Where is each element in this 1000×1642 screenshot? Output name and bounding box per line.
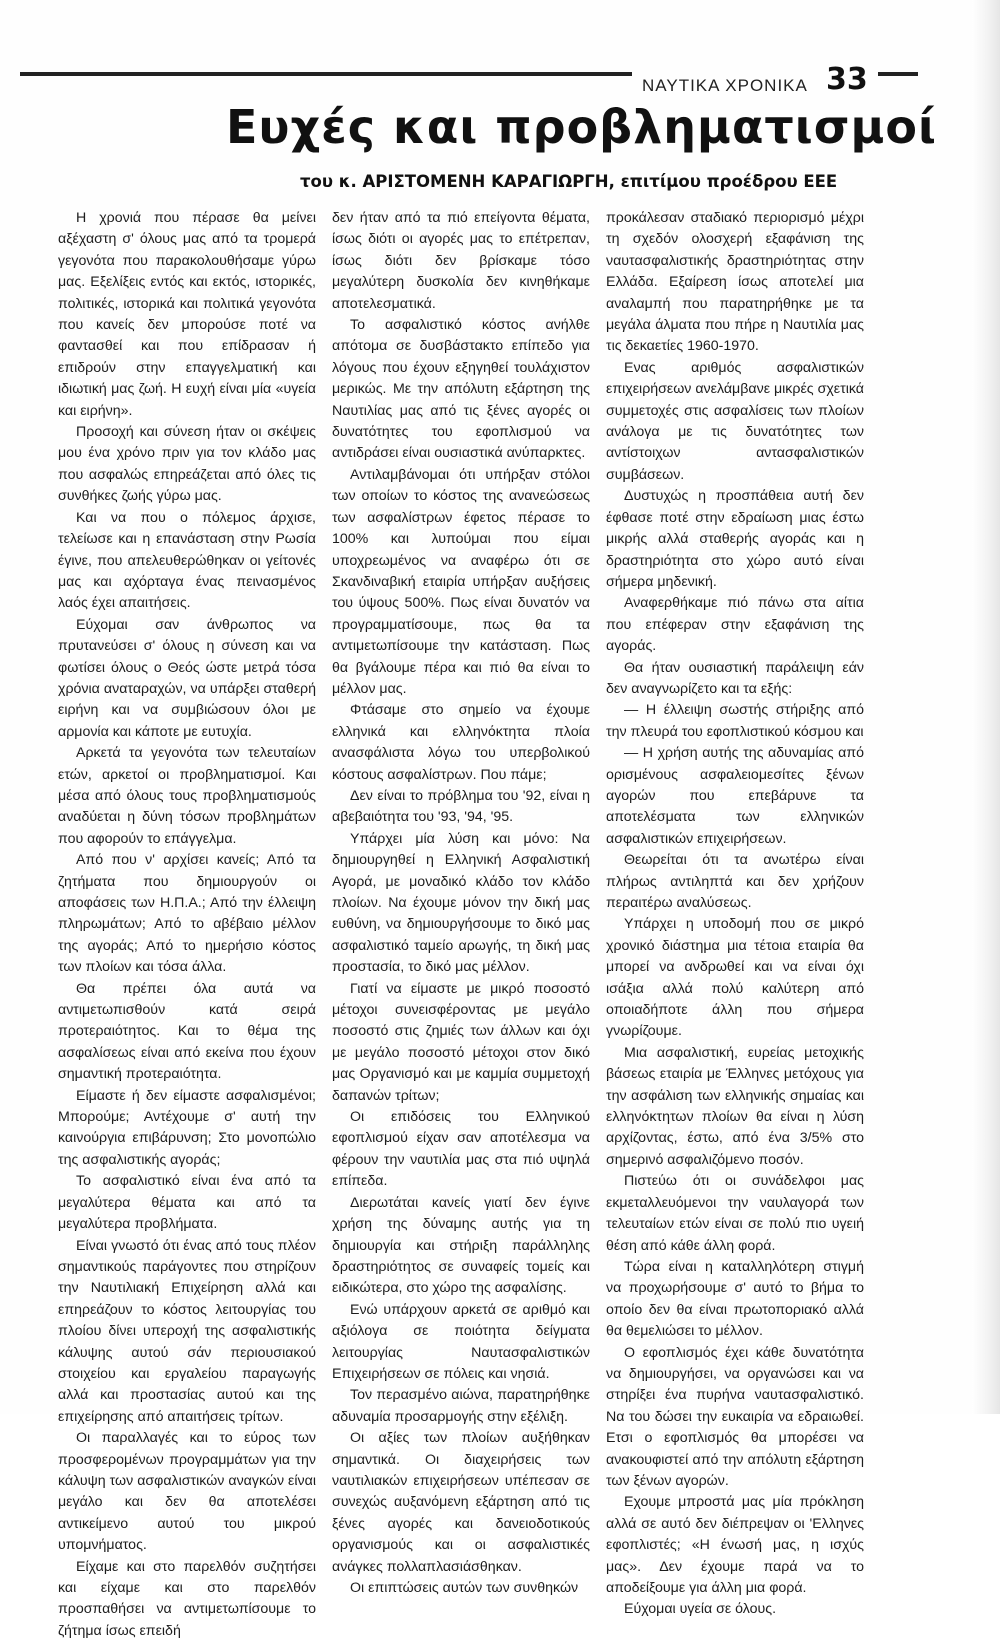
article-title: Ευχές και προβληματισμοί <box>226 100 937 154</box>
paragraph: δεν ήταν από τα πιό επείγοντα θέματα, ίσως διότι οι αγορές μας το επέτρεπαν, ίσως διότι δεν βρίσκαμε τόσο μεγαλύτερη δυσκολία δεν κινηθήκαμε αποτελεσματικά. <box>332 210 590 312</box>
article-column-1 <box>58 208 316 1642</box>
paragraph: Ο εφοπλισμός έχει κάθε δυνατότητα να δημιουργήσει, να οργανώσει και να στηρίξει ένα πυρήνα ναυτασφαλιστικό. Να του δώσει την ευκαιρία να εδραιωθεί. Ετσι ο εφοπλισμός θα μπορέσει να ανακουφιστεί από την απόλυτη εξάρτηση των ξένων αγορών. <box>606 1344 864 1489</box>
paragraph: Και να που ο πόλεμος άρχισε, τελείωσε και η επανάσταση στην Ρωσία έγινε, που απελευθερώθηκαν οι γείτονές μας και αχόρταγα ένας πεινασμένος λαός έχει απαιτήσεις. <box>58 509 316 612</box>
paragraph: Εύχομαι σαν άνθρωπος να πρυτανεύσει σ' όλους η σύνεση και να φωτίσει όλους ο Θεός ώστε μετρά τόσα χρόνια αναταραχών, να υπάρξει σταθερή ειρήνη και να συμβιώσουν όλοι με αρμονία και κάποτε με ευτυχία. <box>58 616 316 740</box>
header-rule-right <box>878 72 918 76</box>
paragraph: Είναι γνωστό ότι ένας από τους πλέον σημαντικούς παράγοντες που στηρίζουν την Ναυτιλιακή Επιχείρηση αλλά και επηρεάζουν το κόστος λειτουργίας του πλοίου δίνει υπεροχή της ασφαλιστικής κάλυψης αυτού σάν περιουσιακού στοιχείου και εργαλείου παραγωγής αλλά και προστασίας αυτού και της επιχείρησης από απαιτήσεις τρίτων. <box>58 1237 316 1425</box>
paragraph: Διερωτάται κανείς γιατί δεν έγινε χρήση της δύναμης αυτής για τη δημιουργία και στήριξη παράλληλης δραστηριότητος σε συναφείς τομείς και ειδικώτερα, στο χώρο της ασφαλίσης. <box>332 1194 590 1297</box>
paragraph: Είμαστε ή δεν είμαστε ασφαλισμένοι; Μπορούμε; Αντέχουμε σ' αυτή την καινούργια επιβάρυνση; Στο μονοπώλιο της ασφαλιστικής αγοράς; <box>58 1087 316 1168</box>
paragraph: Αντιλαμβάνομαι ότι υπήρξαν στόλοι των οποίων το κόστος της ανανεώσεως των ασφαλίστρων έφετος πέρασε το 100% και λυπούμαι που είμαι υποχρεωμένος να αναφέρω ότι σε Σκανδιναβική εταιρία υπήρξαν αυξήσεις του ύψους 500%. Πως είναι δυνατόν να προγραμματίσουμε, πως θα τα αντιμετωπίσουμε την κατάσταση. Πως θα βγάλουμε πέρα και πιό θα είναι το μέλλον μας. <box>332 466 590 697</box>
paragraph: Από που ν' αρχίσει κανείς; Από τα ζητήματα που δημιουργούν οι αποφάσεις των Η.Π.Α.; Από την έλλειψη πληρωμάτων; Από το αβέβαιο μέλλον της αγοράς; Από το ημερήσιο κόστος των πλοίων και τόσα άλλα. <box>58 852 316 976</box>
paragraph: Θεωρείται ότι τα ανωτέρω είναι πλήρως αντιληπτά και δεν χρήζουν περαιτέρω αναλύσεως. <box>606 852 864 911</box>
paragraph: Ενώ υπάρχουν αρκετά σε αριθμό και αξιόλογα σε ποιότητα δείγματα λειτουργίας Ναυτασφαλιστικών Επιχειρήσεων σε πόλεις και νησιά. <box>332 1301 590 1382</box>
paragraph: Το ασφαλιστικό κόστος ανήλθε απότομα σε δυσβάστακτο επίπεδο για λόγους που έχουν εξηγηθεί τουλάχιστον μερικώς. Με την απόλυτη εξάρτηση της Ναυτιλίας μας από τις ξένες αγορές οι δυνατότητες του εφοπλισμού να αντιδράσει είναι ουσιαστικά ανύπαρκτες. <box>332 317 590 462</box>
paragraph: Οι παραλλαγές και το εύρος των προσφερομένων προγραμμάτων για την κάλυψη των ασφαλιστικών αναγκών είναι μεγάλο και δεν θα αποτελέσει αντικείμενο αυτού του μικρού υπομνήματος. <box>58 1430 316 1554</box>
paragraph: Θα πρέπει όλα αυτά να αντιμετωπισθούν κατά σειρά προτεραιότητος. Και το θέμα της ασφαλίσεως είναι από εκείνα που έχουν σημαντική προτεραιότητα. <box>58 980 316 1083</box>
article-byline: του κ. ΑΡΙΣΤΟΜΕΝΗ ΚΑΡΑΓΙΩΡΓΗ, επιτίμου προέδρου ΕΕΕ <box>300 172 838 191</box>
paragraph: Αναφερθήκαμε πιό πάνω στα αίτια που επέφεραν στην εξαφάνιση της αγοράς. <box>606 595 864 655</box>
paragraph: — Η χρήση αυτής της αδυναμίας από ορισμένους ασφαλειομεσίτες ξένων αγορών που επεβάρυνε τα αποτελέσματα των ελληνικών ασφαλιστικών επιχειρήσεων. <box>606 745 864 847</box>
paragraph: Προσοχή και σύνεση ήταν οι σκέψεις μου ένα χρόνο πριν για τον κλάδο μας που ασφαλώς επηρεάζεται από όλες τις συνθήκες ζωής γύρω μας. <box>58 424 316 505</box>
paragraph: Ενας αριθμός ασφαλιστικών επιχειρήσεων ανελάμβανε μικρές σχετικά συμμετοχές στις ασφαλίσεις των πλοίων ανάλογα με τις δυνατότητες των αντίστοιχων αντασφαλιστικών συμβάσεων. <box>606 359 864 483</box>
paragraph: Δυστυχώς η προσπάθεια αυτή δεν έφθασε ποτέ στην εδραίωση μιας έστω μικρής αλλά σταθερής αγοράς και η δραστηριότητα στο χώρο αυτό είναι σήμερα μηδενική. <box>606 488 864 590</box>
section-name: ΝΑΥΤΙΚΑ ΧΡΟΝΙΚΑ <box>642 76 808 95</box>
paragraph: — Η έλλειψη σωστής στήριξης από την πλευρά του εφοπλιστικού κόσμου και <box>606 702 864 740</box>
paragraph: Εχουμε μπροστά μας μία πρόκληση αλλά σε αυτό δεν διέπρεψαν οι 'Ελληνες εφοπλιστές; «Η ένωσή μας, η ισχύς μας». Δεν έχουμε παρά να το αποδείξουμε για άλλη μια φορά. <box>606 1494 864 1596</box>
paragraph: προκάλεσαν σταδιακό περιορισμό μέχρι τη σχεδόν ολοσχερή εξαφάνιση της ναυτασφαλιστικής δραστηριότητας στην Ελλάδα. Εξαίρεση ίσως αποτελεί μια αναλαμπή που παρατηρήθηκε με τα μεγάλα άλματα που πήρε η Ναυτιλία μας τις δεκαετίες 1960-1970. <box>606 210 864 355</box>
paragraph: Οι επιπτώσεις αυτών των συνθηκών <box>350 1580 579 1596</box>
header-rule-left <box>20 72 632 76</box>
paragraph: Οι αξίες των πλοίων αυξήθηκαν σημαντικά. Οι διαχειρήσεις των ναυτιλιακών επιχειρήσεων υπέπεσαν σε συνεχώς αυξανόμενη εξάρτηση από τις ξένες αγορές και δανειοδοτικούς οργανισμούς και οι ασφαλιστικές ανάγκες πολλαπλασιάσθηκαν. <box>332 1430 590 1575</box>
paragraph: Η χρονιά που πέρασε θα μείνει αξέχαστη σ' όλους μας από τα τρομερά γεγονότα που παρακολουθήσαμε γύρω μας. Εξελίξεις εντός και εκτός, ιστορικές, πολιτικές, ιστορικά και πολιτικά γεγονότα που κανείς δεν μπορούσε ποτέ να φαντασθεί και που επίδρασαν ή επιδρούν στην επαγγελματική και ιδιωτική μας ζωή. Η ευχή είναι μία «υγεία και ειρήνη». <box>58 210 316 419</box>
paragraph: Τώρα είναι η καταλληλότερη στιγμή να προχωρήσουμε σ' αυτό το βήμα το οποίο δεν θα είναι πρωτοποριακό αλλά θα θεμελιώσει το μέλλον. <box>606 1258 864 1340</box>
paragraph: Πιστεύω ότι οι συνάδελφοι μας εκμεταλλευόμενοι την ναυλαγορά των τελευταίων ετών είναι σε πολύ πιο υγειή θέση από κάθε άλλη φορά. <box>606 1173 864 1254</box>
paragraph: Μια ασφαλιστική, ευρείας μετοχικής βάσεως εταιρία με Έλληνες μετόχους για την ασφάλιση των ελληνικής σημαίας και ελληνόκτητων πλοίων θα είναι η λύση αρχίζοντας, έστω, από ένα 3/5% στο σημερινό ασφαλιζόμενο ποσόν. <box>606 1044 864 1168</box>
page-edge-shadow <box>972 0 1000 1414</box>
paragraph: Δεν είναι το πρόβλημα του '92, είναι η αβεβαιότητα του '93, '94, '95. <box>332 787 590 826</box>
article-column-3 <box>606 208 864 1621</box>
paragraph: Είχαμε και στο παρελθόν συζητήσει και είχαμε και στο παρελθόν προσπαθήσει να αντιμετωπίσουμε το ζήτημα ίσως επειδή <box>58 1558 316 1639</box>
paragraph: Υπάρχει η υποδομή που σε μικρό χρονικό διάστημα μια τέτοια εταιρία θα μπορεί να ανδρωθεί και να είναι όχι ισάξια αλλά πολύ καλύτερη από οποιαδήποτε άλλη που σήμερα γνωρίζουμε. <box>606 916 864 1040</box>
paragraph: Εύχομαι υγεία σε όλους. <box>624 1601 777 1618</box>
paragraph: Αρκετά τα γεγονότα των τελευταίων ετών, αρκετοί οι προβληματισμοί. Και μέσα από όλους τους προβληματισμούς αναδύεται η δύνη τόσων προβλημάτων που αφορούν το επάγγελμα. <box>58 745 316 847</box>
paragraph: Φτάσαμε στο σημείο να έχουμε ελληνικά και ελληνόκτητα πλοία ανασφάλιστα λόγω του υπερβολικού κόστους ασφαλίστρων. Που πάμε; <box>332 702 590 783</box>
paragraph: Θα ήταν ουσιαστική παράλειψη εάν δεν αναγνωρίζετο και τα εξής: <box>606 659 864 697</box>
paragraph: Τον περασμένο αιώνα, παρατηρήθηκε αδυναμία προσαρμογής στην εξέλιξη. <box>332 1387 590 1425</box>
paragraph: Οι επιδόσεις του Ελληνικού εφοπλισμού είχαν σαν αποτέλεσμα να φέρουν την ναυτιλία μας στα πιό υψηλά επίπεδα. <box>332 1109 590 1190</box>
paragraph: Το ασφαλιστικό είναι ένα από τα μεγαλύτερα θέματα και από τα μεγαλύτερα προβλήματα. <box>58 1173 316 1233</box>
page-number: 33 <box>826 62 868 97</box>
paragraph: Υπάρχει μία λύση και μόνο: Να δημιουργηθεί η Ελληνική Ασφαλιστική Αγορά, με μοναδικό κλάδο τον κλάδο πλοίων. Να έχουμε μόνον την δική μας ευθύνη, να δημιουργήσουμε το δικό μας ασφαλιστικό ταμείο αρωγής, τη δική μας προστασία, το δικό μας μέλλον. <box>332 830 590 976</box>
article-column-2 <box>332 208 590 1599</box>
paragraph: Γιατί να είμαστε με μικρό ποσοστό μέτοχοι συνεισφέροντας με μεγάλο ποσοστό στις ζημιές των άλλων και όχι με μεγάλο ποσοστό μέτοχοι στον δικό μας Οργανισμό και με καμμία συμμετοχή δαπανών τρίτων; <box>332 980 590 1104</box>
